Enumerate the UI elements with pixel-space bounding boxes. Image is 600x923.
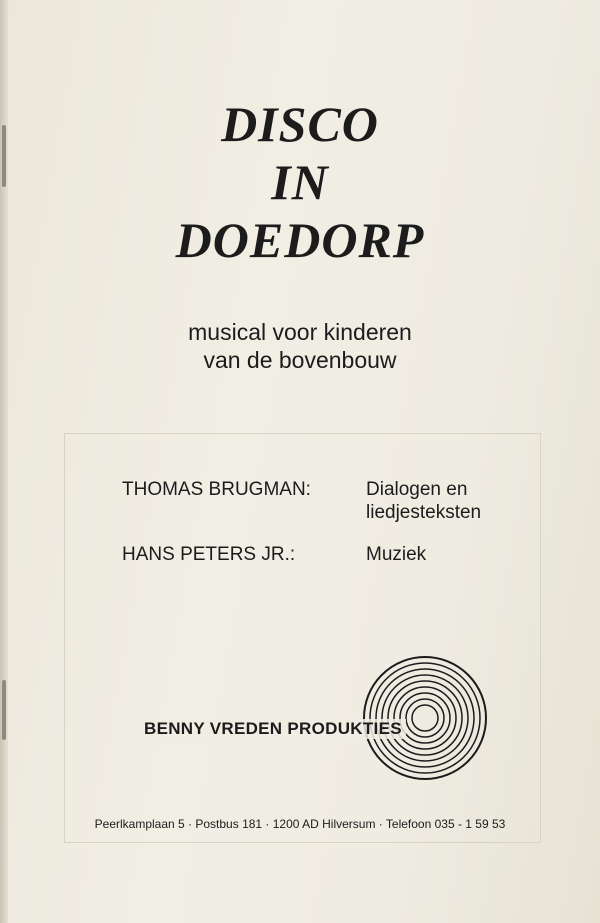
cover-title	[0, 95, 600, 269]
staple-bottom	[2, 680, 6, 740]
publisher-address: Peerlkamplaan 5 · Postbus 181 · 1200 AD Hilversum · Telefoon 035 - 1 59 53	[94, 817, 506, 831]
cover-subtitle	[0, 318, 600, 374]
title-line: DISCO	[221, 96, 379, 152]
title-line: DOEDORP	[175, 212, 425, 268]
title-line: IN	[271, 154, 329, 210]
credit-role-line: liedjesteksten	[366, 502, 482, 523]
subtitle-line: musical voor kinderen	[188, 319, 412, 345]
credit-name: THOMAS BRUGMAN:	[122, 479, 311, 500]
subtitle-line: van de bovenbouw	[203, 347, 397, 373]
credit-role-line: Dialogen en	[366, 479, 468, 500]
credit-role	[366, 478, 516, 524]
credit-name: HANS PETERS JR.:	[122, 544, 296, 565]
credit-role: Muziek	[366, 544, 427, 565]
record-grooves-logo-icon	[362, 655, 488, 781]
publisher-name: BENNY VREDEN PRODUKTIES	[140, 719, 406, 739]
